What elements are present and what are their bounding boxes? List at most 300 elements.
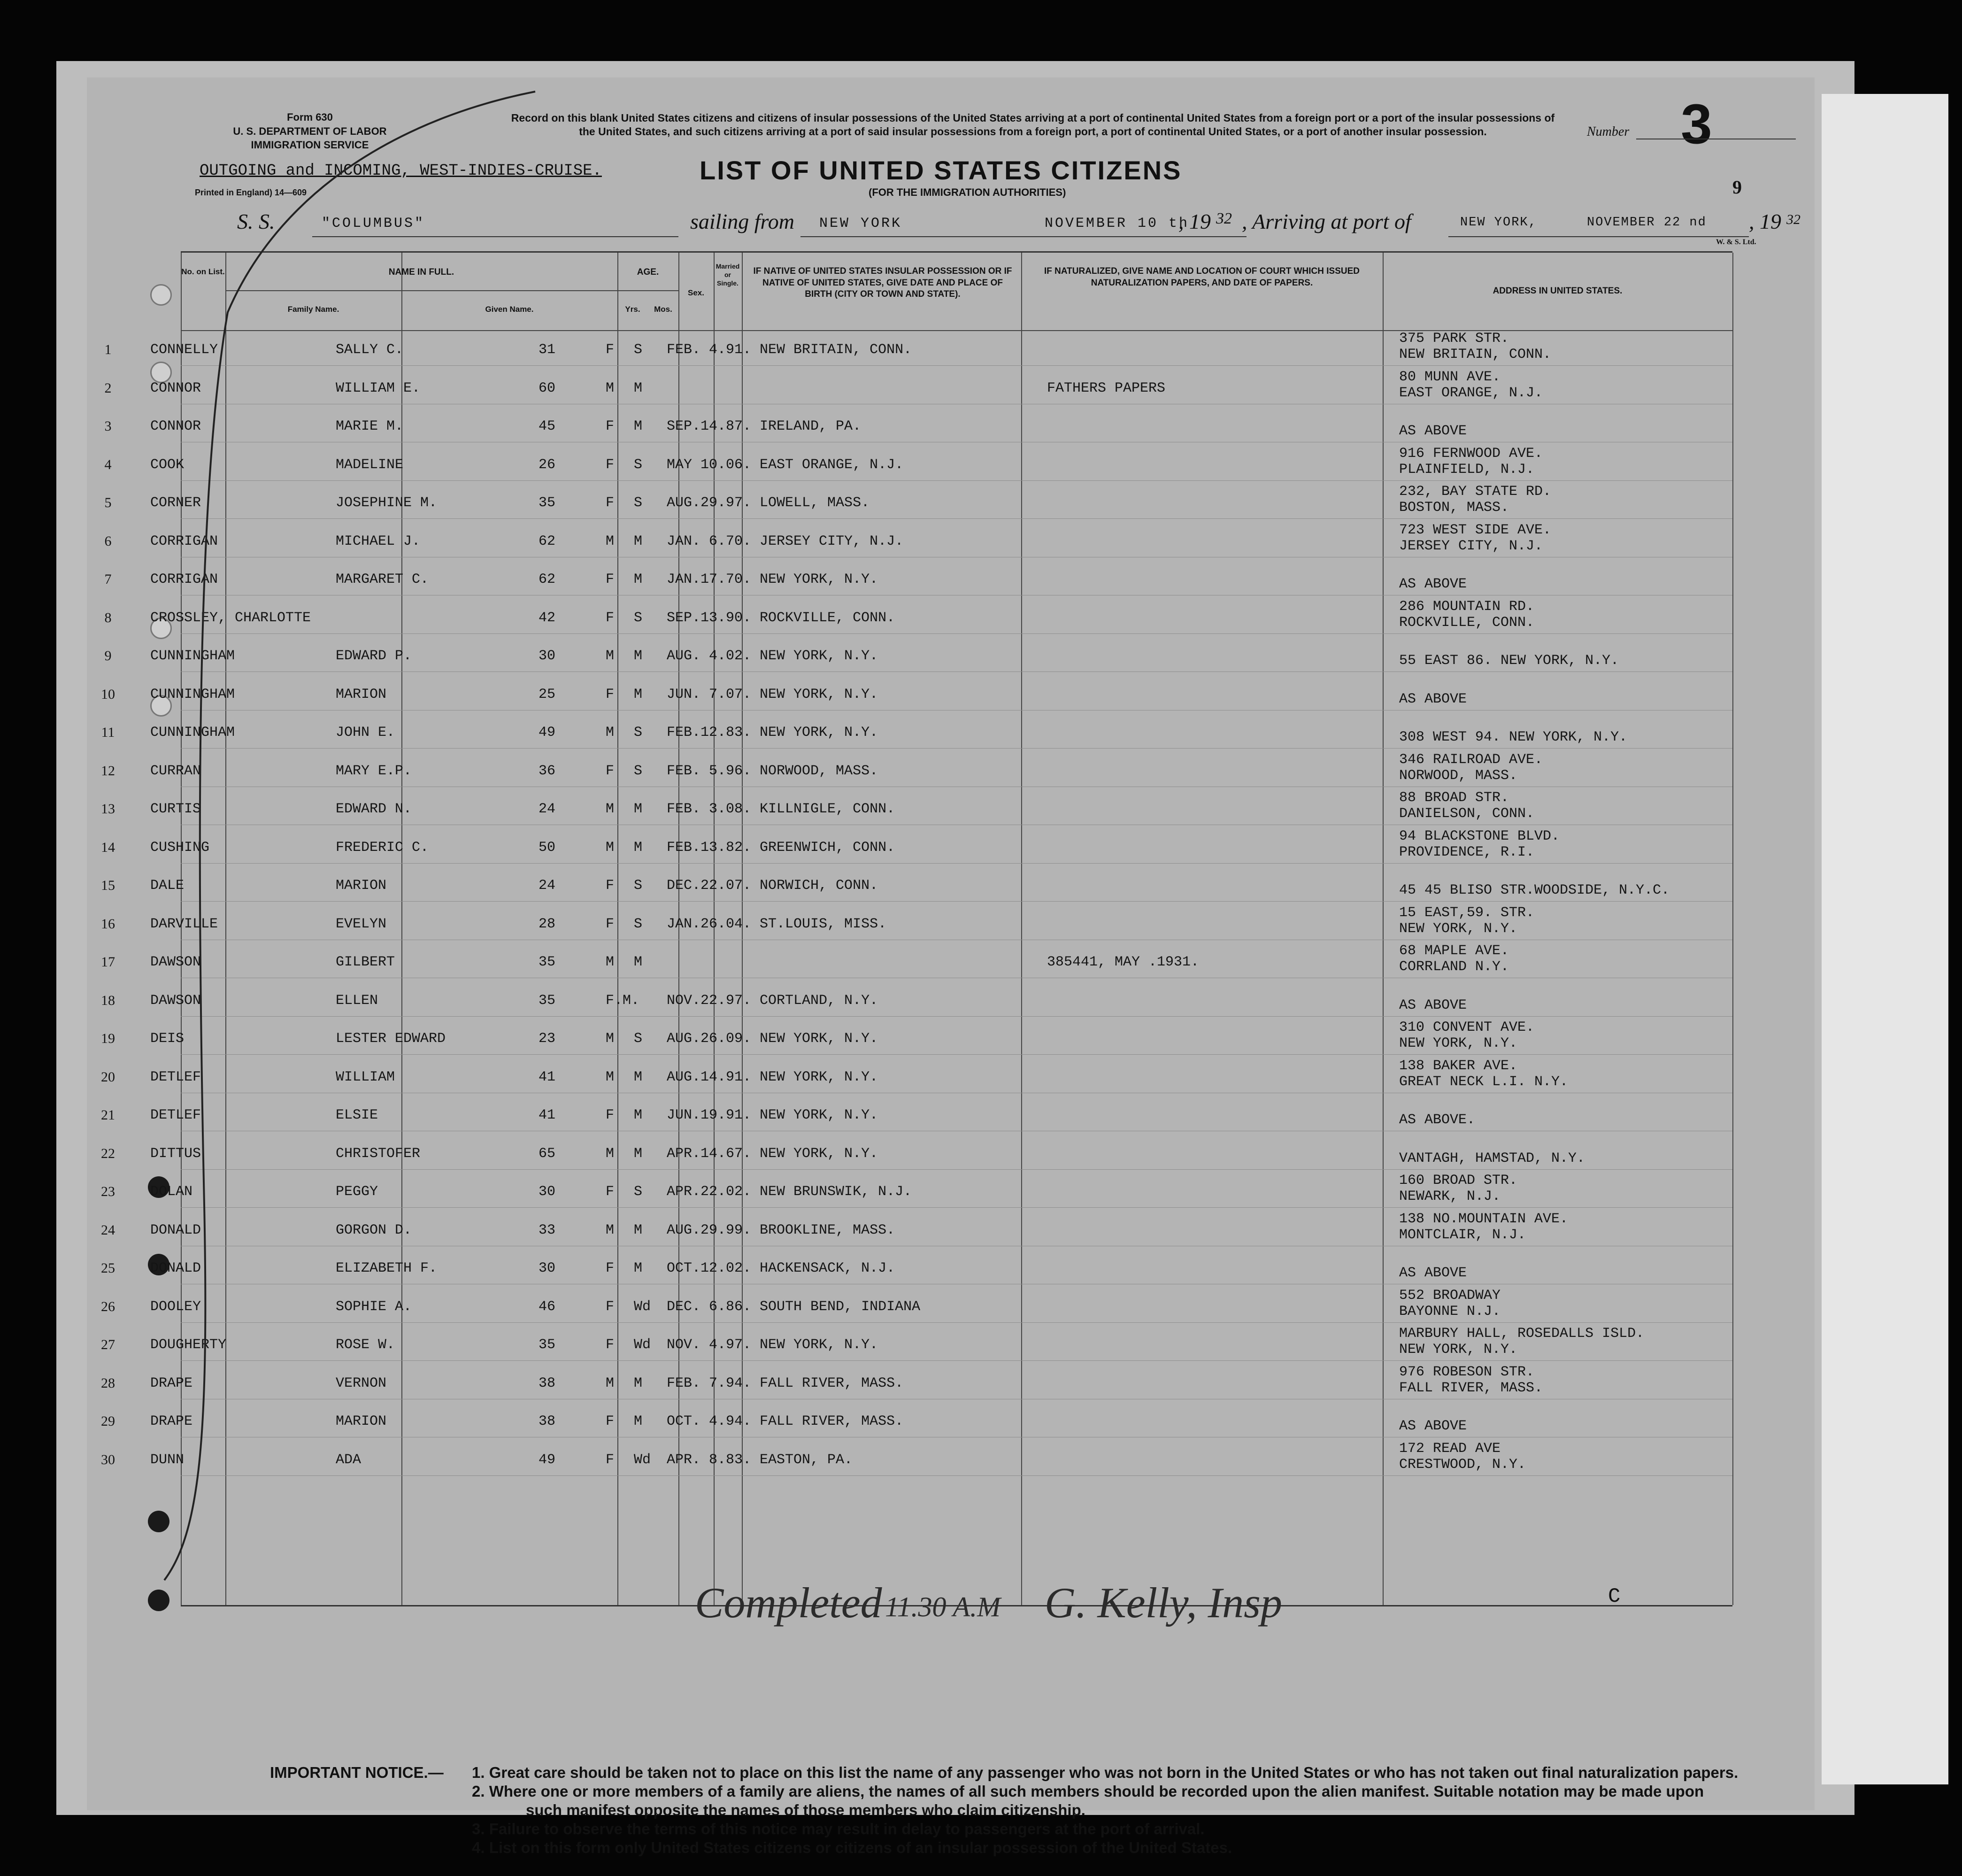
sailing-underline [800, 236, 1246, 237]
given-name: WILLIAM E. [336, 380, 421, 396]
address-line-2: EAST ORANGE, N.J. [1399, 385, 1543, 401]
address-line-2: NORWOOD, MASS. [1399, 767, 1518, 784]
sex: F [606, 342, 615, 358]
birth-date-place: APR.22.02. NEW BRUNSWIK, N.J. [667, 1184, 912, 1200]
age-years: 30 [539, 648, 556, 664]
age-years: 49 [539, 1451, 556, 1468]
marital-status: M [634, 801, 643, 817]
arriving-port: NEW YORK, [1460, 216, 1537, 230]
address-line-1: 172 READ AVE [1399, 1440, 1501, 1457]
completed-handwriting: Completed [695, 1579, 882, 1627]
address-line-1: 88 BROAD STR. [1399, 790, 1509, 806]
sailing-date: NOVEMBER 10 th [1045, 216, 1190, 232]
given-name: SALLY C. [336, 342, 404, 358]
address-line-2: AS ABOVE [1399, 576, 1467, 592]
sex: M [606, 801, 615, 817]
marital-status: S [634, 916, 643, 932]
sex: M [606, 380, 615, 396]
given-name: MARION [336, 1413, 387, 1429]
given-name: JOSEPHINE M. [336, 495, 438, 511]
marital-status: M [634, 1145, 643, 1162]
list-number: 3 [1681, 93, 1712, 155]
row-number: 10 [101, 686, 115, 702]
address-line-1: MARBURY HALL, ROSEDALLS ISLD. [1399, 1326, 1645, 1342]
given-name: SOPHIE A. [336, 1298, 412, 1315]
sex: M [606, 1031, 615, 1047]
sex: F [606, 763, 615, 779]
family-name: CUNNINGHAM [150, 648, 235, 664]
address-line-2: NEW YORK, N.Y. [1399, 1035, 1518, 1051]
col-header-mos: Mos. [654, 305, 672, 314]
row-number: 28 [101, 1375, 115, 1391]
address-line-1: 68 MAPLE AVE. [1399, 943, 1509, 959]
age-years: 35 [539, 954, 556, 970]
row-number: 11 [101, 725, 115, 740]
address-line-2: NEW YORK, N.Y. [1399, 920, 1518, 937]
sex: F.M. [606, 992, 640, 1009]
sex: F [606, 1451, 615, 1468]
address-line-1: 15 EAST,59. STR. [1399, 904, 1535, 921]
sex: F [606, 686, 615, 703]
sex: F [606, 916, 615, 932]
address-line-2: NEW BRITAIN, CONN. [1399, 347, 1552, 363]
age-years: 41 [539, 1107, 556, 1123]
marital-status: M [634, 1069, 643, 1085]
address-line-2: PLAINFIELD, N.J. [1399, 461, 1535, 478]
col-header-birth: IF NATIVE OF UNITED STATES INSULAR POSSESSION OR IF NATIVE OF UNITED STATES, GIVE DATE AND PLACE OF BIRTH (CITY OR TOWN AND STATE). [753, 266, 1012, 300]
marital-status: M [634, 686, 643, 703]
marital-status: S [634, 610, 643, 626]
address-line-2: VANTAGH, HAMSTAD, N.Y. [1399, 1150, 1585, 1166]
marital-status: M [634, 954, 643, 970]
age-years: 35 [539, 992, 556, 1009]
birth-date-place: FEB. 7.94. FALL RIVER, MASS. [667, 1375, 904, 1391]
col-header-naturalized: IF NATURALIZED, GIVE NAME AND LOCATION OF COURT WHICH ISSUED NATURALIZATION PAPERS, AND DATE OF PAPERS. [1044, 266, 1360, 288]
given-name: MARION [336, 878, 387, 894]
address-line-1: 976 ROBESON STR. [1399, 1364, 1535, 1380]
marital-status: S [634, 1184, 643, 1200]
marital-status: M [634, 1260, 643, 1276]
family-name: CUSHING [150, 839, 210, 856]
row-number: 17 [101, 954, 115, 970]
family-name: CUNNINGHAM [150, 686, 235, 703]
address-line-2: PROVIDENCE, R.I. [1399, 844, 1535, 860]
row-number: 9 [104, 648, 112, 664]
sex: F [606, 1298, 615, 1315]
address-line-1: 916 FERNWOOD AVE. [1399, 445, 1543, 462]
birth-date-place: FEB. 3.08. KILLNIGLE, CONN. [667, 801, 895, 817]
address-line-1: 160 BROAD STR. [1399, 1173, 1518, 1189]
address-line-2: AS ABOVE [1399, 1265, 1467, 1281]
given-name: JOHN E. [336, 725, 395, 741]
family-name: DEIS [150, 1031, 185, 1047]
ship-name: "COLUMBUS" [322, 216, 425, 232]
marital-status: S [634, 456, 643, 473]
ss-label: S. S. [237, 209, 275, 233]
row-number: 7 [104, 571, 112, 587]
sex: F [606, 1107, 615, 1123]
column-rule [1383, 253, 1384, 1605]
birth-date-place: SEP.14.87. IRELAND, PA. [667, 418, 862, 434]
row-number: 20 [101, 1069, 115, 1085]
family-name: DONALD [150, 1260, 201, 1276]
col-header-married: Married or Single. [716, 262, 740, 287]
sex: M [606, 533, 615, 549]
page-title: LIST OF UNITED STATES CITIZENS [700, 155, 1182, 185]
birth-date-place: NOV. 4.97. NEW YORK, N.Y. [667, 1337, 878, 1353]
family-name: COOK [150, 456, 185, 473]
row-number: 26 [101, 1298, 115, 1314]
given-name: LESTER EDWARD [336, 1031, 446, 1047]
marital-status: M [634, 418, 643, 434]
sex: M [606, 1069, 615, 1085]
birth-date-place: FEB.13.82. GREENWICH, CONN. [667, 839, 895, 856]
given-name: MARION [336, 686, 387, 703]
address-line-1: 723 WEST SIDE AVE. [1399, 522, 1552, 538]
given-name: CHRISTOFER [336, 1145, 421, 1162]
address-line-2: BAYONNE N.J. [1399, 1303, 1501, 1320]
family-name: DOOLEY [150, 1298, 201, 1315]
row-number: 21 [101, 1107, 115, 1123]
sex: F [606, 571, 615, 587]
address-line-1: 375 PARK STR. [1399, 331, 1509, 347]
arriving-year-prefix: , 19 [1749, 209, 1781, 233]
age-years: 45 [539, 418, 556, 434]
birth-date-place: OCT.12.02. HACKENSACK, N.J. [667, 1260, 895, 1276]
address-line-2: DANIELSON, CONN. [1399, 806, 1535, 822]
birth-date-place: JAN.17.70. NEW YORK, N.Y. [667, 571, 878, 587]
birth-date-place: JUN.19.91. NEW YORK, N.Y. [667, 1107, 878, 1123]
age-years: 41 [539, 1069, 556, 1085]
birth-date-place: DEC.22.07. NORWICH, CONN. [667, 878, 878, 894]
age-years: 31 [539, 342, 556, 358]
age-years: 26 [539, 456, 556, 473]
birth-date-place: JAN. 6.70. JERSEY CITY, N.J. [667, 533, 904, 549]
age-years: 62 [539, 571, 556, 587]
notice-heading: IMPORTANT NOTICE.— [270, 1764, 444, 1781]
sex: F [606, 1413, 615, 1429]
column-rule [1021, 253, 1022, 1605]
marital-status: S [634, 763, 643, 779]
sex: F [606, 878, 615, 894]
address-line-1: 310 CONVENT AVE. [1399, 1019, 1535, 1035]
row-number: 12 [101, 763, 115, 779]
col-header-given: Given Name. [485, 305, 534, 314]
address-line-1: 552 BROADWAY [1399, 1287, 1501, 1304]
cruise-name: OUTGOING and INCOMING, WEST-INDIES-CRUISE. [200, 162, 602, 180]
given-name: MARIE M. [336, 418, 404, 434]
address-line-1: 94 BLACKSTONE BLVD. [1399, 828, 1560, 844]
row-number: 5 [104, 495, 112, 510]
given-name: ELIZABETH F. [336, 1260, 438, 1276]
family-name: DETLEF [150, 1069, 201, 1085]
row-number: 2 [104, 380, 112, 396]
sex: F [606, 456, 615, 473]
marital-status: Wd [634, 1298, 651, 1315]
age-years: 38 [539, 1413, 556, 1429]
marital-status: Wd [634, 1451, 651, 1468]
sex: F [606, 1184, 615, 1200]
row-number: 27 [101, 1337, 115, 1352]
marital-status: M [634, 839, 643, 856]
marital-status: S [634, 878, 643, 894]
given-name: MICHAEL J. [336, 533, 421, 549]
address-line-2: ROCKVILLE, CONN. [1399, 614, 1535, 631]
row-number: 18 [101, 992, 115, 1008]
arrival-underline [1448, 236, 1749, 237]
marital-status: M [634, 1107, 643, 1123]
birth-date-place: AUG. 4.02. NEW YORK, N.Y. [667, 648, 878, 664]
family-name: CROSSLEY, CHARLOTTE [150, 610, 311, 626]
row-number: 22 [101, 1145, 115, 1161]
marital-status: M [634, 1413, 643, 1429]
row-number: 19 [101, 1031, 115, 1046]
family-name: DRAPE [150, 1413, 193, 1429]
inspector-signature: G. Kelly, Insp [1045, 1579, 1282, 1627]
given-name: ADA [336, 1451, 362, 1468]
given-name: MARGARET C. [336, 571, 429, 587]
given-name: EDWARD P. [336, 648, 412, 664]
address-line-2: 308 WEST 94. NEW YORK, N.Y. [1399, 729, 1628, 745]
row-number: 30 [101, 1451, 115, 1467]
sailing-year-prefix: , 19 [1178, 209, 1211, 233]
address-line-1: 138 BAKER AVE. [1399, 1058, 1518, 1074]
col-header-sex: Sex. [688, 288, 704, 297]
marital-status: S [634, 725, 643, 741]
page-number: 9 [1732, 177, 1742, 198]
given-name: ELLEN [336, 992, 378, 1009]
sailing-from-label: sailing from [690, 209, 794, 233]
birth-date-place: NOV.22.97. CORTLAND, N.Y. [667, 992, 878, 1009]
given-name: GORGON D. [336, 1222, 412, 1238]
col-header-family: Family Name. [287, 305, 339, 314]
address-line-2: CORRLAND N.Y. [1399, 959, 1509, 975]
sex: F [606, 610, 615, 626]
age-years: 24 [539, 878, 556, 894]
sailing-port: NEW YORK [819, 216, 902, 232]
address-line-2: AS ABOVE [1399, 691, 1467, 707]
sailing-year: 32 [1216, 210, 1232, 227]
row-number: 14 [101, 839, 115, 855]
printer-note: Printed in England) 14—609 [195, 188, 307, 197]
birth-date-place: MAY 10.06. EAST ORANGE, N.J. [667, 456, 904, 473]
family-name: DAWSON [150, 992, 201, 1009]
family-name: CONNOR [150, 418, 201, 434]
age-years: 46 [539, 1298, 556, 1315]
col-header-name: NAME IN FULL. [388, 267, 454, 277]
marital-status: M [634, 380, 643, 396]
notice-item-2: 2. Where one or more members of a family are aliens, the names of all such members should be recorded upon the alien manifest. Suitable notation may be made upon [472, 1783, 1704, 1800]
row-number: 4 [104, 456, 112, 472]
col-header-yrs: Yrs. [625, 305, 640, 314]
row-number: 13 [101, 801, 115, 817]
marital-status: M [634, 1375, 643, 1391]
age-years: 42 [539, 610, 556, 626]
department-name: U. S. DEPARTMENT OF LABOR [233, 125, 387, 137]
row-number: 24 [101, 1222, 115, 1238]
family-name: CONNELLY [150, 342, 218, 358]
address-line-2: 55 EAST 86. NEW YORK, N.Y. [1399, 653, 1619, 669]
marital-status: M [634, 571, 643, 587]
birth-date-place: APR.14.67. NEW YORK, N.Y. [667, 1145, 878, 1162]
manifest-sheet [87, 77, 1815, 1856]
sex: F [606, 495, 615, 511]
underlying-page-edge [1822, 94, 1948, 1784]
age-years: 35 [539, 495, 556, 511]
address-line-1: 346 RAILROAD AVE. [1399, 751, 1543, 768]
col-header-age: AGE. [637, 267, 659, 277]
row-number: 25 [101, 1260, 115, 1276]
address-line-2: AS ABOVE [1399, 997, 1467, 1013]
address-line-2: NEWARK, N.J. [1399, 1189, 1501, 1204]
printer-mark: W. & S. Ltd. [1716, 238, 1756, 246]
family-name: CORNER [150, 495, 201, 511]
sex: F [606, 1260, 615, 1276]
address-line-2: MONTCLAIR, N.J. [1399, 1227, 1526, 1243]
sex: F [606, 1337, 615, 1353]
notice-item-4: 4. List on this form only United States citizens or citizens of an insular possession of the United States. [472, 1839, 1232, 1856]
age-years: 24 [539, 801, 556, 817]
record-instructions: Record on this blank United States citizens and citizens of insular possessions of the United States arriving at a port of continental United States from a foreign port or a port of the insular possessions of the United States, and such citizens arriving at a port of said insular possessions from a foreign port, a port of continental United States, or a port of another insular possession. [511, 112, 1555, 138]
column-rule [1732, 253, 1733, 1605]
address-line-2: JERSEY CITY, N.J. [1399, 538, 1543, 554]
address-line-1: 80 MUNN AVE. [1399, 369, 1501, 385]
sex: M [606, 725, 615, 741]
family-name: CORRIGAN [150, 533, 218, 549]
arriving-label: , Arriving at port of [1242, 209, 1411, 233]
family-name: DITTUS [150, 1145, 201, 1162]
family-name: DONALD [150, 1222, 201, 1238]
age-years: 33 [539, 1222, 556, 1238]
age-years: 28 [539, 916, 556, 932]
row-number: 6 [104, 533, 112, 549]
age-years: 30 [539, 1184, 556, 1200]
address-line-2: AS ABOVE. [1399, 1112, 1476, 1128]
birth-date-place: OCT. 4.94. FALL RIVER, MASS. [667, 1413, 904, 1429]
address-line-1: 138 NO.MOUNTAIN AVE. [1399, 1211, 1569, 1227]
age-years: 49 [539, 725, 556, 741]
birth-date-place: JUN. 7.07. NEW YORK, N.Y. [667, 686, 878, 703]
row-number: 29 [101, 1413, 115, 1429]
address-line-2: CRESTWOOD, N.Y. [1399, 1456, 1526, 1473]
row-number: 3 [104, 418, 112, 434]
row-number: 8 [104, 610, 112, 625]
family-name: DRAPE [150, 1375, 193, 1391]
row-number: 23 [101, 1184, 115, 1199]
given-name: VERNON [336, 1375, 387, 1391]
sex: F [606, 418, 615, 434]
given-name: GILBERT [336, 954, 395, 970]
notice-item-1: 1. Great care should be taken not to place on this list the name of any passenger who was not born in the United States or who has not taken out final naturalization papers. [472, 1764, 1739, 1781]
family-name: CONNOR [150, 380, 201, 396]
sex: M [606, 648, 615, 664]
birth-date-place: AUG.29.97. LOWELL, MASS. [667, 495, 870, 511]
naturalization-papers: FATHERS PAPERS [1047, 380, 1166, 396]
sex: M [606, 1145, 615, 1162]
given-name: EDWARD N. [336, 801, 412, 817]
family-name: DALE [150, 878, 185, 894]
given-name: ROSE W. [336, 1337, 395, 1353]
given-name: MADELINE [336, 456, 404, 473]
birth-date-place: SEP.13.90. ROCKVILLE, CONN. [667, 610, 895, 626]
sex: M [606, 839, 615, 856]
address-line-2: AS ABOVE [1399, 423, 1467, 439]
notice-item-3: 3. Failure to observe the terms of this notice may result in delay to passengers at the port of arrival. [472, 1820, 1205, 1837]
given-name: ELSIE [336, 1107, 378, 1123]
family-name: CURRAN [150, 763, 201, 779]
marital-status: S [634, 495, 643, 511]
birth-date-place: APR. 8.83. EASTON, PA. [667, 1451, 853, 1468]
address-line-2: BOSTON, MASS. [1399, 500, 1509, 516]
birth-date-place: JAN.26.04. ST.LOUIS, MISS. [667, 916, 887, 932]
given-name: FREDERIC C. [336, 839, 429, 856]
address-line-1: 286 MOUNTAIN RD. [1399, 598, 1535, 615]
given-name: WILLIAM [336, 1069, 395, 1085]
birth-date-place: FEB. 4.91. NEW BRITAIN, CONN. [667, 342, 912, 358]
age-years: 50 [539, 839, 556, 856]
row-number: 15 [101, 878, 115, 893]
age-years: 36 [539, 763, 556, 779]
arriving-date: NOVEMBER 22 nd [1587, 216, 1707, 230]
address-line-2: 45 45 BLISO STR.WOODSIDE, N.Y.C. [1399, 882, 1670, 898]
family-name: DUNN [150, 1451, 185, 1468]
age-years: 62 [539, 533, 556, 549]
family-name: CORRIGAN [150, 571, 218, 587]
row-number: 1 [104, 342, 112, 357]
birth-date-place: AUG.29.99. BROOKLINE, MASS. [667, 1222, 895, 1238]
marital-status: S [634, 342, 643, 358]
marital-status: S [634, 1031, 643, 1047]
column-rule [617, 253, 618, 1605]
marginal-mark: C [1608, 1585, 1621, 1608]
family-name: DOLAN [150, 1184, 193, 1200]
birth-date-place: FEB. 5.96. NORWOOD, MASS. [667, 763, 878, 779]
page-subtitle: (FOR THE IMMIGRATION AUTHORITIES) [869, 186, 1066, 198]
birth-date-place: FEB.12.83. NEW YORK, N.Y. [667, 725, 878, 741]
age-years: 30 [539, 1260, 556, 1276]
birth-date-place: AUG.26.09. NEW YORK, N.Y. [667, 1031, 878, 1047]
address-line-2: GREAT NECK L.I. N.Y. [1399, 1073, 1569, 1090]
age-years: 25 [539, 686, 556, 703]
completed-time: 11.30 A.M [885, 1591, 1001, 1622]
address-line-2: AS ABOVE [1399, 1418, 1467, 1434]
header-subrule [617, 290, 678, 291]
marital-status: Wd [634, 1337, 651, 1353]
notice-item-2-cont: such manifest opposite the names of those members who claim citizenship. [526, 1801, 1085, 1819]
service-name: IMMIGRATION SERVICE [251, 139, 369, 151]
marital-status: M [634, 648, 643, 664]
age-years: 65 [539, 1145, 556, 1162]
birth-date-place: AUG.14.91. NEW YORK, N.Y. [667, 1069, 878, 1085]
given-name: PEGGY [336, 1184, 378, 1200]
binding-stroke [87, 77, 603, 1627]
marital-status: M [634, 1222, 643, 1238]
sex: M [606, 1222, 615, 1238]
given-name: EVELYN [336, 916, 387, 932]
address-line-2: NEW YORK, N.Y. [1399, 1342, 1518, 1358]
address-line-1: 232, BAY STATE RD. [1399, 484, 1552, 500]
marital-status: M [634, 533, 643, 549]
naturalization-papers: 385441, MAY .1931. [1047, 954, 1200, 970]
birth-date-place: DEC. 6.86. SOUTH BEND, INDIANA [667, 1298, 921, 1315]
given-name: MARY E.P. [336, 763, 412, 779]
arriving-year: 32 [1786, 212, 1800, 227]
number-label: Number [1587, 124, 1630, 139]
family-name: CURTIS [150, 801, 201, 817]
family-name: CUNNINGHAM [150, 725, 235, 741]
row-number: 16 [101, 916, 115, 932]
col-header-address: ADDRESS IN UNITED STATES. [1493, 286, 1623, 296]
